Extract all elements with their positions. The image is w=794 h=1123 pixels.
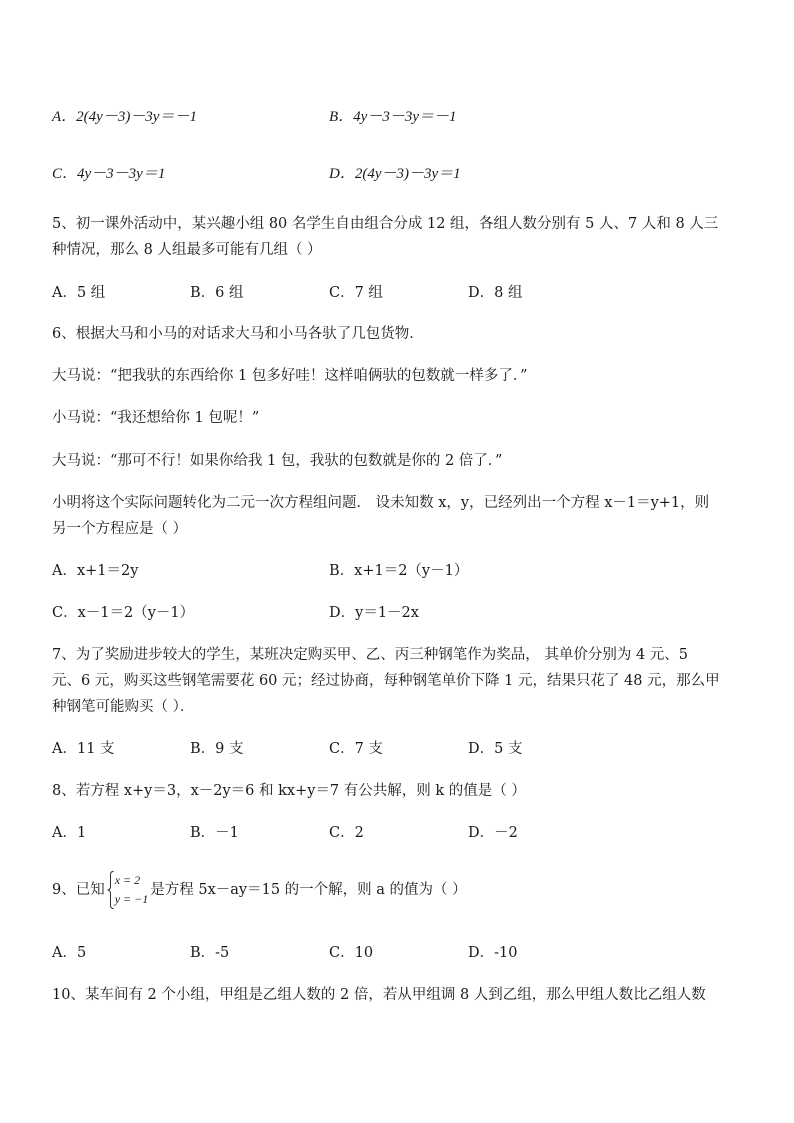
q6-dialog-big-horse-1: 大马说：“把我驮的东西给你 1 包多好哇！这样咱俩驮的包数就一样多了．” [52,368,528,384]
q9-option-b: B．-5 [190,945,230,961]
q7-stem-line2: 元、6 元，购买这些钢笔需要花 60 元；经过协商，每种钢笔单价下降 1 元，结果只花了 48 元，那么甲 [52,673,720,689]
q6-dialog-small-horse: 小马说：“我还想给你 1 包呢！” [52,410,260,426]
q4-option-a: A．2(4y－3)－3y＝－1 [52,109,197,125]
q7-stem-line1: 7、为了奖励进步较大的学生，某班决定购买甲、乙、丙三种钢笔作为奖品， 其单价分别为 4 元、5 [52,647,688,663]
q9-option-d: D．-10 [468,945,518,961]
q6-stem-line6: 另一个方程应是（ ） [52,521,188,537]
q4-option-c: C．4y－3－3y＝1 [52,166,166,182]
q6-option-b: B．x+1＝2（y－1） [329,563,469,579]
q9-stem-suffix: 是方程 5x－ay＝15 的一个解，则 a 的值为（ ） [150,882,467,898]
q9-option-a: A．5 [52,945,87,961]
q5-option-c: C．7 组 [329,285,383,301]
q7-option-c: C．7 支 [329,741,383,757]
q9-option-c: C．10 [329,945,374,961]
q8-option-a: A．1 [52,825,87,841]
q8-option-b: B．－1 [190,825,239,841]
q6-option-c: C．x－1＝2（y－1） [52,605,195,621]
q5-option-b: B．6 组 [190,285,244,301]
left-brace-icon [107,871,114,909]
q6-stem-line5: 小明将这个实际问题转化为二元一次方程组问题． 设未知数 x，y，已经列出一个方程 x－1＝y+1，则 [52,495,710,511]
q7-option-d: D．5 支 [468,741,523,757]
q6-option-d: D．y＝1－2x [329,605,419,621]
q7-option-b: B．9 支 [190,741,244,757]
q5-option-a: A．5 组 [52,285,106,301]
q5-stem-line2: 种情况，那么 8 人组最多可能有几组（ ） [52,242,322,258]
q7-option-a: A．11 支 [52,741,115,757]
q6-dialog-big-horse-2: 大马说：“那可不行！如果你给我 1 包，我驮的包数就是你的 2 倍了．” [52,453,503,469]
q9-system-row-x: x = 2 [114,873,141,887]
q4-option-d: D．2(4y－3)－3y＝1 [329,166,461,182]
q9-equation-system [107,871,149,909]
q6-stem-line1: 6、根据大马和小马的对话求大马和小马各驮了几包货物． [52,326,424,342]
q4-option-b: B．4y－3－3y＝－1 [329,109,457,125]
q10-stem-line1: 10、某车间有 2 个小组，甲组是乙组人数的 2 倍，若从甲组调 8 人到乙组，那么甲组人数比乙组人数 [52,987,706,1003]
q6-option-a: A．x+1＝2y [52,563,139,579]
q9-stem [52,870,467,910]
q9-stem-prefix: 9、已知 [52,882,105,898]
q5-option-d: D．8 组 [468,285,523,301]
q5-stem-line1: 5、初一课外活动中，某兴趣小组 80 名学生自由组合分成 12 组，各组人数分别有 5 人、7 人和 8 人三 [52,216,719,232]
q8-stem: 8、若方程 x+y＝3，x－2y＝6 和 kx+y＝7 有公共解，则 k 的值是（ ） [52,783,526,799]
q7-stem-line3: 种钢笔可能购买（ ）． [52,699,195,715]
q8-option-c: C．2 [329,825,364,841]
q9-system-row-y: y = −1 [114,892,149,906]
q8-option-d: D．－2 [468,825,518,841]
